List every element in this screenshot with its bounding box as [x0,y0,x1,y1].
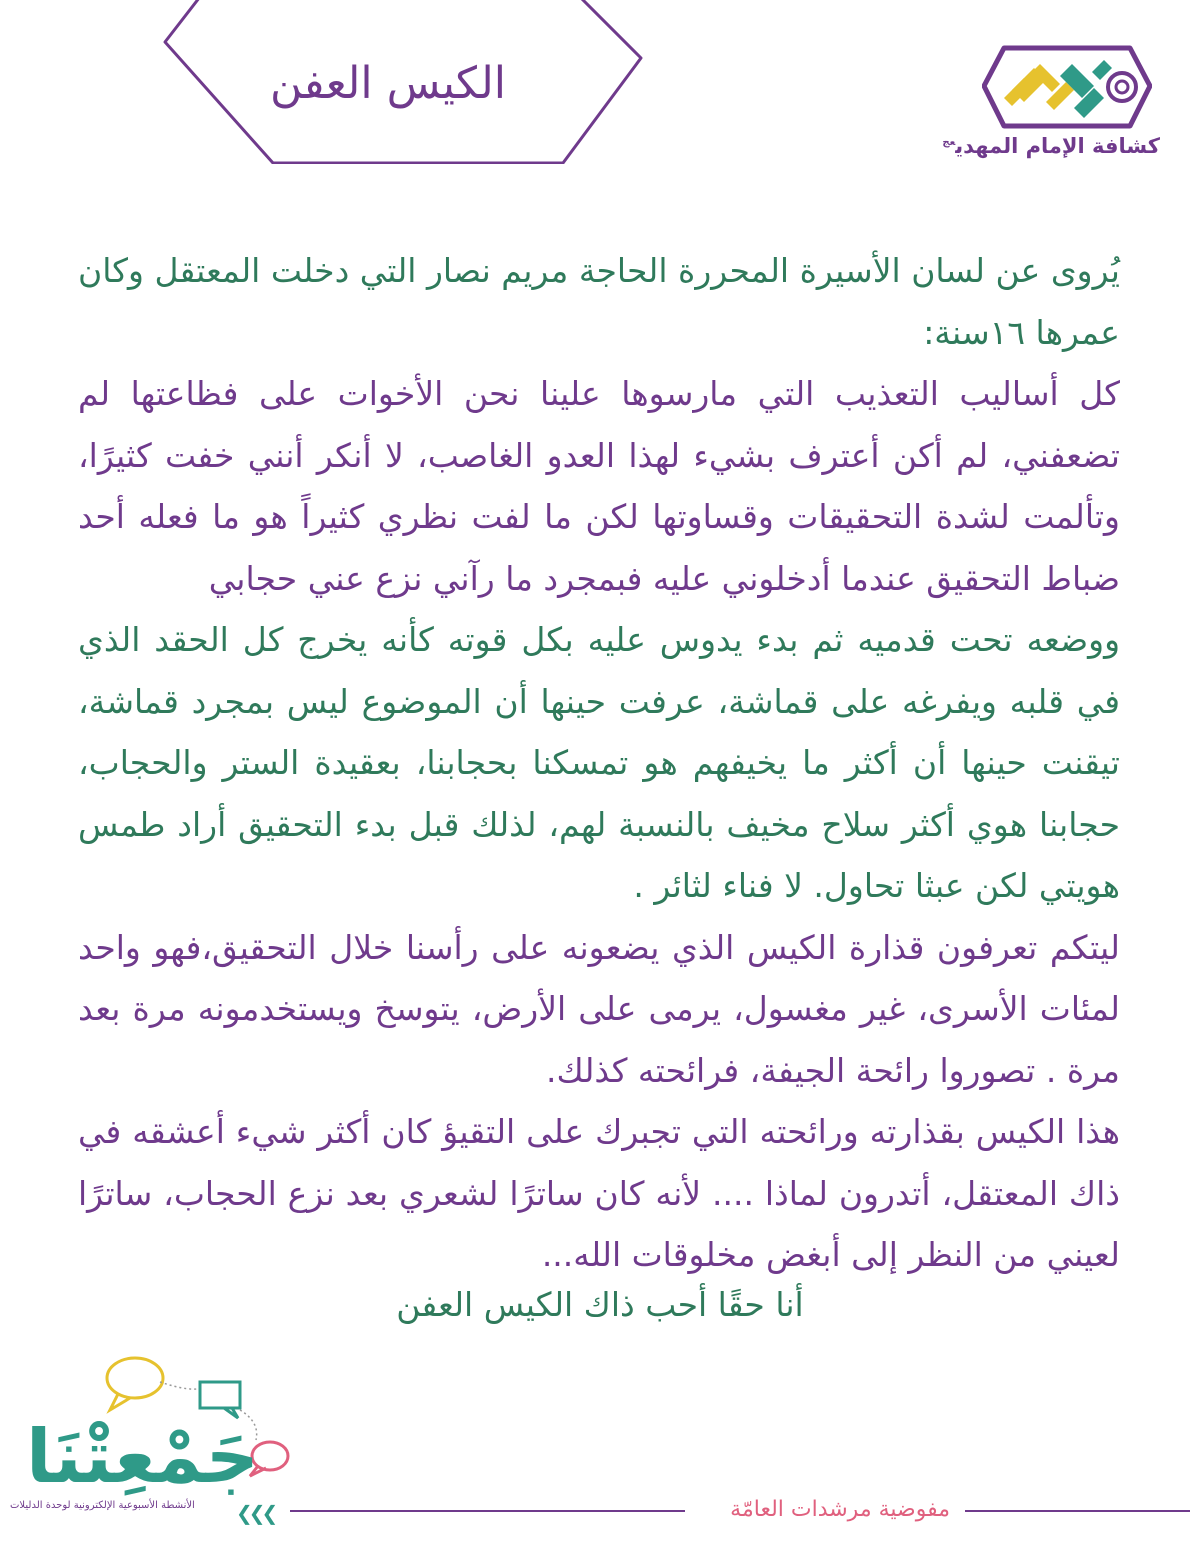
page-title: الكيس العفن [270,58,506,109]
story-intro: يُروى عن لسان الأسيرة المحررة الحاجة مريم نصار التي دخلت المعتقل وكان عمرها ١٦سنة: [78,251,1120,352]
brand-name: جَمْعِتْنَا [26,1414,259,1500]
chevrons-icon: ❯❯❯ [236,1501,275,1525]
story-paragraph-3: ليتكم تعرفون قذارة الكيس الذي يضعونه على رأسنا خلال التحقيق،فهو واحد لمئات الأسرى، غير مغسول، يرمى على الأرض، يتوسخ ويستخدمونه مرة بعد مرة . تصوروا رائحة الجيفة، فرائحته كذلك. [78,927,1120,1090]
footer-divider-left [290,1510,685,1512]
footer-org: مفوضية مرشدات العامّة [730,1497,950,1522]
scouts-emblem-icon [982,42,1152,132]
logo-name [942,134,1160,158]
story-body [78,240,1120,1286]
logo-name-text: كشافة الإمام المهدي [955,134,1160,158]
story-paragraph-2: ووضعه تحت قدميه ثم بدء يدوس عليه بكل قوته كأنه يخرج كل الحقد الذي في قلبه ويفرغه على قماشة، عرفت حينها أن الموضوع ليس بمجرد قماشة، تيقنت حينها أن أكثر ما يخيفهم هو تمسكنا بحجابنا، بعقيدة الستر والحجاب، حجابنا هوي أكثر سلاح مخيف بالنسبة لهم، لذلك قبل بدء التحقيق أراد طمس هويتي لكن عبثا تحاول. لا فناء لثائر . [78,620,1120,905]
logo-honorific: عج [942,137,956,148]
footer-divider-right [965,1510,1190,1512]
story-paragraph-4: هذا الكيس بقذارته ورائحته التي تجبرك على التقيؤ كان أكثر شيء أعشقه في ذاك المعتقل، أتدرون لماذا .... لأنه كان ساترًا لشعري بعد نزع الحجاب، ساترًا لعيني من النظر إلى أبغض مخلوقات الله... [78,1112,1120,1274]
story-paragraph-1: كل أساليب التعذيب التي مارسوها علينا نحن الأخوات على فظاعتها لم تضعفني، لم أكن أعترف بشيء لهذا العدو الغاصب، لا أنكر أنني خفت كثيرًا، وتألمت لشدة التحقيقات وقساوتها لكن ما لفت نظري كثيراً هو ما فعله أحد ضباط التحقيق عندما أدخلوني عليه فبمجرد ما رآني نزع عني حجابي [78,374,1120,598]
title-badge [163,0,643,164]
closing-line: أنا حقًا أحب ذاك الكيس العفن [396,1285,804,1324]
scouts-logo [942,38,1160,173]
brand-subtitle: الأنشطة الأسبوعية الإلكترونية لوحدة الدليلات [10,1500,195,1511]
